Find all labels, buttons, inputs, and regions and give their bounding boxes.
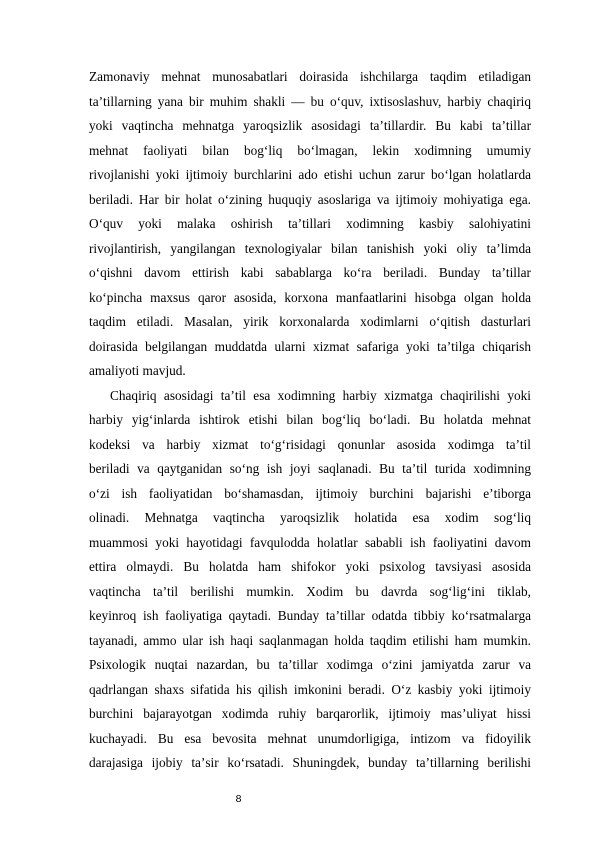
text-line: kuchayadi. Bu esa bevosita mehnat unumdorligiga, intizom va fidoyilik [89,730,531,746]
page-number: 8 [235,793,242,805]
text-line: muammosi yoki hayotidagi favqulodda holatlar sababli ish faoliyatini davom [89,534,531,550]
text-line: rivojlantirish, yangilangan texnologiyalar bilan tanishish yoki oliy taʼlimda [89,240,531,256]
text-line: taʼtillarning yana bir muhim shakli — bu oʻquv, ixtisoslashuv, harbiy chaqiriq [89,93,531,109]
text-line: kodeksi va harbiy xizmat toʻgʻrisidagi qonunlar asosida xodimga taʼtil [89,436,531,452]
text-line: Psixologik nuqtai nazardan, bu taʼtillar xodimga oʻzini jamiyatda zarur va [89,657,531,672]
text-line: Chaqiriq asosidagi taʼtil esa xodimning harbiy xizmatga chaqirilishi yoki [110,387,531,403]
text-line: amaliyoti mavjud. [89,363,186,378]
text-line: rivojlanishi yoki ijtimoiy burchlarini ado etishi uchun zarur boʻlgan holatlarda [89,167,531,182]
document-body [89,65,531,776]
text-line: taqdim etiladi. Masalan, yirik korxonalarda xodimlarni oʻqitish dasturlari [89,314,531,329]
text-line: doirasida belgilangan muddatda ularni xizmat safariga yoki taʼtilga chiqarish [89,338,531,354]
text-line: koʻpincha maxsus qaror asosida, korxona manfaatlarini hisobga olgan holda [89,289,531,305]
text-line: yoki vaqtincha mehnatga yaroqsizlik asosidagi taʼtillardir. Bu kabi taʼtillar [89,118,531,133]
text-line: oʻqishni davom ettirish kabi sabablarga koʻra beriladi. Bunday taʼtillar [89,265,531,280]
text-line: beriladi. Har bir holat oʻzining huquqiy asoslariga va ijtimoiy mohiyatiga ega. [89,191,531,207]
text-line: darajasiga ijobiy taʼsir koʻrsatadi. Shuningdek, bunday taʼtillarning berilishi [89,755,531,770]
text-line: tayanadi, ammo ular ish haqi saqlanmagan holda taqdim etilishi ham mumkin. [89,632,531,648]
text-line: Zamonaviy mehnat munosabatlari doirasida ishchilarga taqdim etiladigan [89,69,531,84]
text-line: keyinroq ish faoliyatiga qaytadi. Bunday taʼtillar odatda tibbiy koʻrsatmalarga [89,608,531,623]
text-line: olinadi. Mehnatga vaqtincha yaroqsizlik holatida esa xodim sogʻliq [89,510,531,525]
text-line: burchini bajarayotgan xodimda ruhiy barqarorlik, ijtimoiy masʼuliyat hissi [89,706,531,721]
text-line: oʻzi ish faoliyatidan boʻshamasdan, ijtimoiy burchini bajarishi eʼtiborga [89,485,531,501]
text-line: mehnat faoliyati bilan bogʻliq boʻlmagan, lekin xodimning umumiy [89,142,531,158]
text-line: qadrlangan shaxs sifatida his qilish imkonini beradi. Oʻz kasbiy yoki ijtimoiy [89,681,531,697]
text-line: harbiy yigʻinlarda ishtirok etishi bilan bogʻliq boʻladi. Bu holatda mehnat [89,412,531,427]
text-line: beriladi va qaytganidan soʻng ish joyi saqlanadi. Bu taʼtil turida xodimning [89,461,531,476]
text-line: Oʻquv yoki malaka oshirish taʼtillari xodimning kasbiy salohiyatini [89,216,531,231]
text-line: ettira olmaydi. Bu holatda ham shifokor yoki psixolog tavsiyasi asosida [89,559,531,574]
text-line: vaqtincha taʼtil berilishi mumkin. Xodim bu davrda sogʻligʻini tiklab, [89,583,531,599]
